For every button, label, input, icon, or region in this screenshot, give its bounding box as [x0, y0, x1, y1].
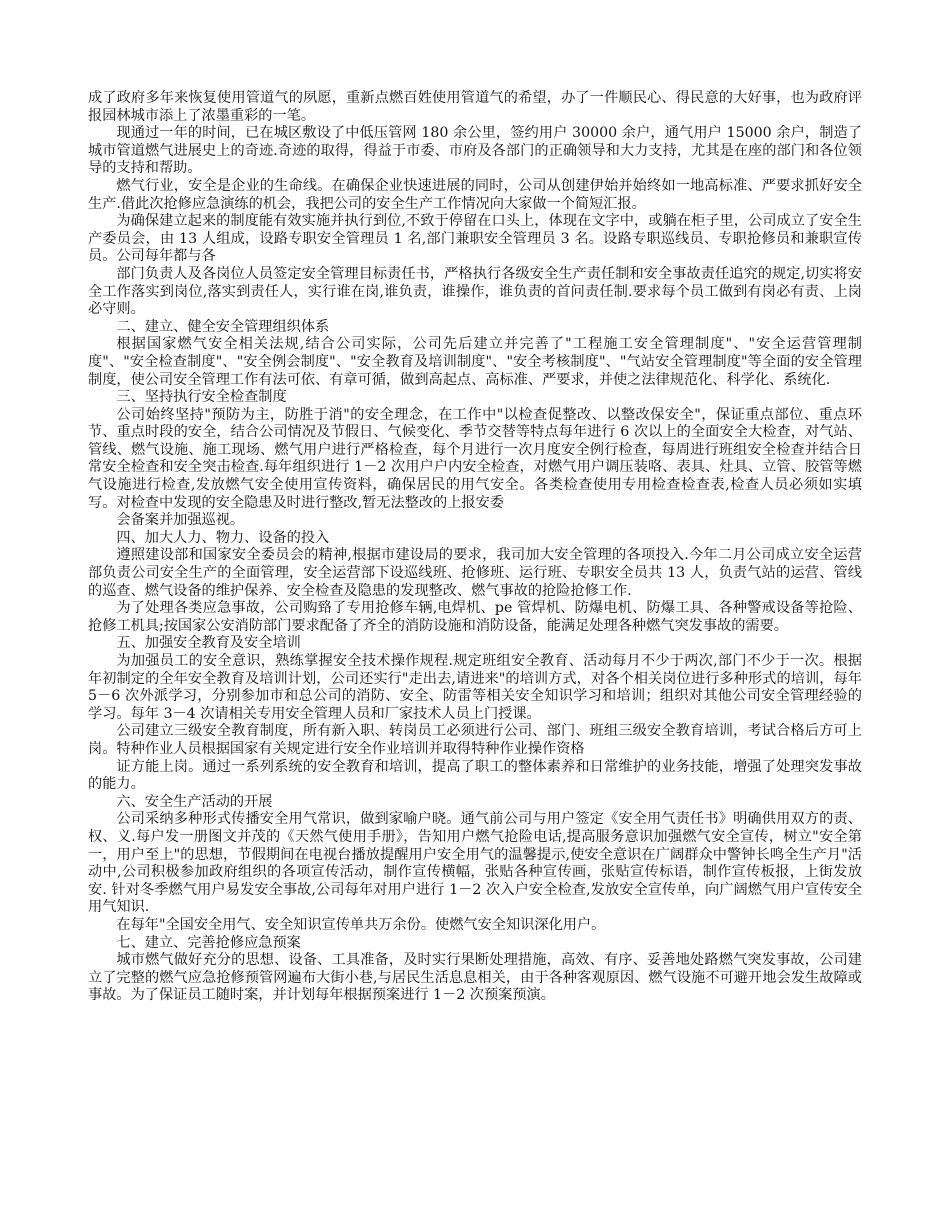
paragraph-22: 城市燃气做好充分的思想、设备、工具准备，及时实行果断处理措施，高效、有序、妥善地处路燃气突发事故，公司建立了完整的燃气应急抢修预管网遍布大街小巷,与居民生活息息相关，由于各种客观原因、燃气设施不可避开地会发生故障或事故。为了保证员工随时案，并计划每年根据预案进行 1－2 次预案预演。	[88, 952, 862, 1004]
paragraph-3: 燃气行业，安全是企业的生命线。在确保企业快速进展的同时，公司从创建伊始并始终如一地高标准、严要求抓好安全生产.借此次抢修应急演练的机会，我把公司的安全生产工作情况向大家做一个简短汇报。	[88, 177, 862, 212]
paragraph-19: 公司采纳多种形式传播安全用气常识，做到家喻户晓。通气前公司与用户签定《安全用气责任书》明确供用双方的责、权、义.每户发一册图文并茂的《天然气使用手册》，告知用户燃气抢险电话,提高服务意识加强燃气安全宣传，树立"安全第一，用户至上"的思想，节假期间在电视台播放提醒用户安全用气的温馨提示,使安全意识在广阔群众中警钟长鸣全生产月"活动中,公司积极参加政府组织的各项宣传活动，制作宣传横幅，张贴各种宣传画，张贴宣传标语，制作宣传板报，上街发放安. 针对冬季燃气用户易发安全事故,公司每年对用户进行 1－2 次入户安全检查,发放安全宣传单，向广阔燃气用户宣传安全用气知识.	[88, 811, 862, 916]
paragraph-2: 现通过一年的时间，已在城区敷设了中低压管网 180 余公里，签约用户 30000 余户，通气用户 15000 余户，制造了城市管道燃气进展史上的奇迹.奇迹的取得，得益于市委、市府及各部门的正确领导和大力支持，尤其是在座的部门和各位领导的支持和帮助。	[88, 125, 862, 177]
section-heading-2: 二、建立、健全安全管理组织体系	[116, 318, 330, 335]
section-heading-5: 五、加强安全教育及安全培训	[116, 635, 301, 652]
paragraph-15: 为加强员工的安全意识，熟练掌握安全技术操作规程.规定班组安全教育、活动每月不少于两次,部门不少于一次。根据年初制定的全年安全教育及培训计划，公司还实行"走出去,请进来"的培训方式，对各个相关岗位进行多种形式的培训，每年 5－6 次外派学习，分别参加市和总公司的消防、安全、防雷等相关安全知识学习和培训；组织对其他公司安全管理经验的学习。每年 3－4 次请相关专用安全管理人员和厂家技术人员上门授课。	[88, 653, 862, 722]
paragraph-7: 根据国家燃气安全相关法规,结合公司实际，公司先后建立并完善了"工程施工安全管理制度"、"安全运营管理制度"、"安全检查制度"、"安全例会制度"、"安全教育及培训制度"、"安全考核制度"、"气站安全管理制度"等全面的安全管理制度，使公司安全管理工作有法可依、有章可循，做到高起点、高标准、严要求，并使之法律规范化、科学化、系统化.	[88, 336, 862, 388]
paragraph-5: 部门负责人及各岗位人员签定安全管理目标责任书，严格执行各级安全生产责任制和安全事故责任追究的规定,切实将安全工作落实到岗位,落实到责任人，实行谁在岗,谁负责，谁操作，谁负责的首问责任制.要求每个员工做到有岗必有责、上岗必守则。	[88, 265, 862, 318]
paragraph-10: 会备案并加强巡视。	[116, 512, 245, 529]
paragraph-9: 公司始终坚持"预防为主，防胜于消"的安全理念，在工作中"以检查促整改、以整改保安全"，保证重点部位、重点环节、重点时段的安全，结合公司情况及节假日、气候变化、季节交替等特点每年进行 6 次以上的全面安全大检查，对气站、管线、燃气设施、施工现场、燃气用户进行严格检查，每个月进行一次月度安全例行检查，每周进行班组安全检查并结合日常安全检查和安全突击检查.每年组织进行 1－2 次用户户内安全检查，对燃气用户调压装咯、表具、灶具、立管、胶管等燃气设施进行检查,发放燃气安全使用宣传资料，确保居民的用气安全。各类检查使用专用检查检查表,检查人员必须如实填写。对检查中发现的安全隐患及时进行整改,暂无法整改的上报安委	[88, 406, 862, 511]
paragraph-12: 遵照建设部和国家安全委员会的精神,根据市建设局的要求，我司加大安全管理的各项投入.今年二月公司成立安全运营部负责公司安全生产的全面管理，安全运营部下设巡线班、抢修班、运行班、专职安全员共 13 人，负责气站的运营、管线的巡查、燃气设备的维护保养、安全检查及隐患的发现整改、燃气事故的抢险抢修工作.	[88, 547, 862, 599]
paragraph-1: 成了政府多年来恢复使用管道气的夙愿，重新点燃百姓使用管道气的希望，办了一件顺民心、得民意的大好事，也为政府评报园林城市添上了浓墨重彩的一笔。	[88, 90, 862, 124]
section-heading-4: 四、加大人力、物力、设备的投入	[116, 529, 330, 546]
section-heading-3: 三、坚持执行安全检查制度	[116, 389, 287, 406]
paragraph-13: 为了处理各类应急事故，公司购臵了专用抢修车辆,电焊机、pe 管焊机、防爆电机、防爆工具、各种警戒设备等抢险、抢修工机具;按国家公安消防部门要求配备了齐全的消防设施和消防设备，能满足处理各种燃气突发事故的需要。	[88, 600, 862, 634]
paragraph-17: 证方能上岗。通过一系列系统的安全教育和培训，提高了职工的整体素养和日常维护的业务技能，增强了处理突发事故的能力。	[88, 758, 862, 793]
section-heading-7: 七、建立、完善抢修应急预案	[116, 934, 301, 951]
paragraph-20: 在每年"全国安全用气、安全知识宣传单共万余份。使燃气安全知识深化用户。	[116, 916, 606, 933]
paragraph-16: 公司建立三级安全教育制度，所有新入职、转岗员工必须进行公司、部门、班组三级安全教育培训，考试合格后方可上岗。特种作业人员根据国家有关规定进行安全作业培训并取得特种作业操作资格	[88, 723, 862, 757]
section-heading-6: 六、安全生产活动的开展	[116, 793, 273, 810]
paragraph-4: 为确保建立起来的制度能有效实施并执行到位,不致于停留在口头上，体现在文字中，或躺在柜子里，公司成立了安全生产委员会，由 13 人组成，设路专职安全管理员 1 名,部门兼职安全管理员 3 名。设路专职巡线员、专职抢修员和兼职宣传员。公司每年都与各	[88, 213, 862, 265]
